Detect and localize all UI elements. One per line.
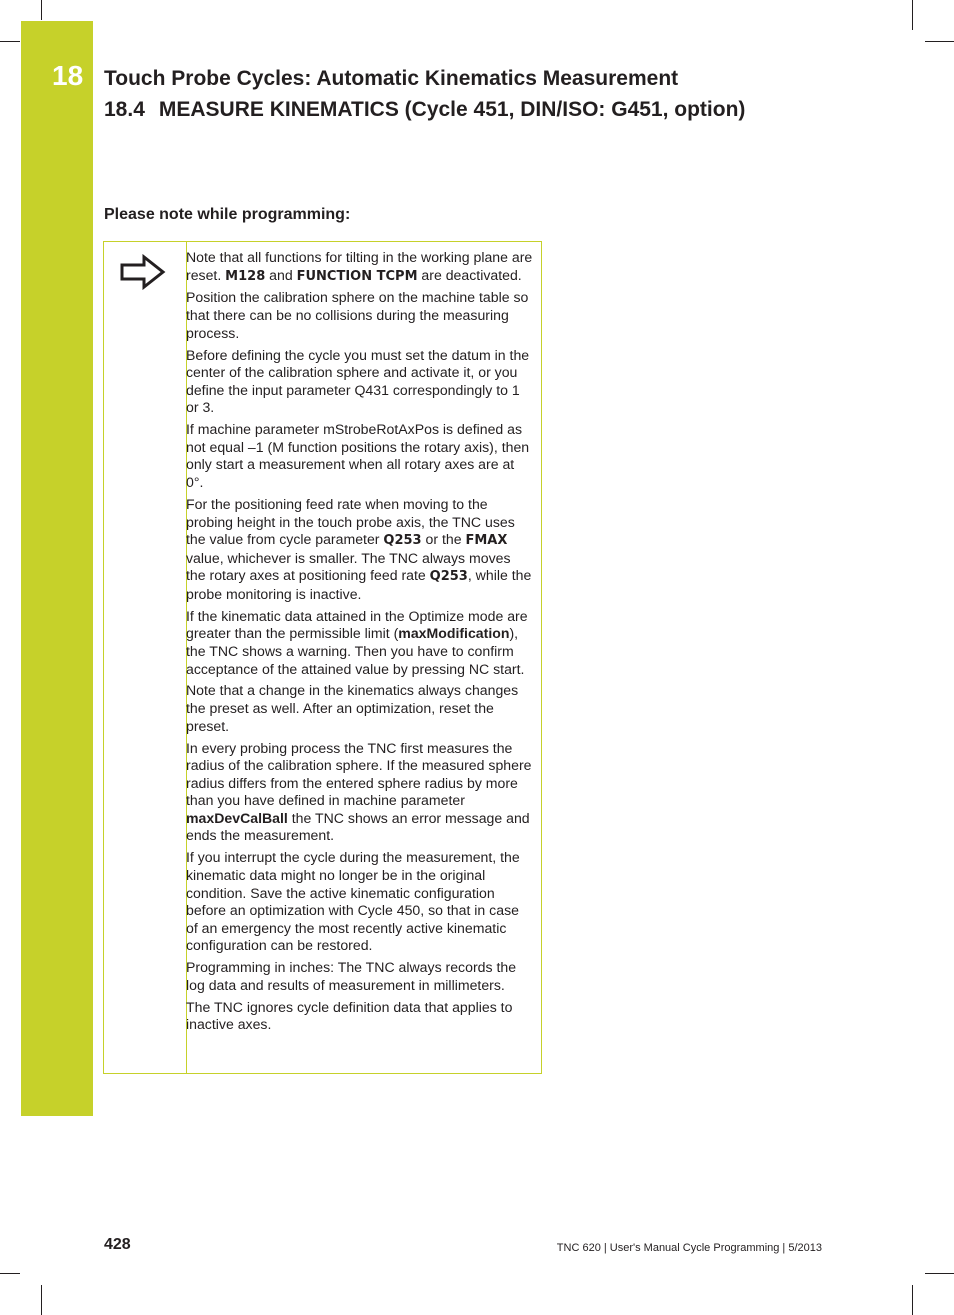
note-text: are deactivated. (417, 266, 522, 283)
note-text: Programming in inches: The TNC always records the log data and results of measurement in millimeters. (186, 959, 517, 993)
note-emphasis: maxModification (398, 625, 510, 642)
crop-mark (0, 41, 20, 42)
note-emphasis: Q253 (429, 569, 468, 585)
note-paragraph (186, 289, 534, 342)
arrow-right-icon (120, 254, 166, 290)
crop-mark (41, 1285, 42, 1315)
note-text: the TNC shows an error message and ends the measurement. (186, 809, 530, 844)
note-text: or the (421, 531, 466, 548)
crop-mark (41, 0, 42, 20)
section-title-text: MEASURE KINEMATICS (Cycle 451, DIN/ISO: G451, option) (158, 98, 746, 121)
note-text: value, whichever is smaller. The TNC always moves the rotary axes at positioning feed rate (186, 549, 511, 584)
note-emphasis: FUNCTION TCPM (296, 268, 418, 284)
note-text: For the positioning feed rate when moving to the probing height in the touch probe axis, the TNC uses the value from cycle parameter (186, 495, 515, 548)
section-number: 18.4 (104, 98, 145, 121)
note-emphasis: M128 (225, 268, 266, 284)
note-text: The TNC ignores cycle definition data that applies to inactive axes. (186, 998, 513, 1033)
note-text: ), the TNC shows a warning. Then you have to confirm acceptance of the attained value by pressing NC start. (186, 625, 525, 677)
note-paragraph (186, 249, 534, 285)
note-emphasis: FMAX (465, 533, 508, 549)
note-paragraph (186, 421, 534, 491)
page-number: 428 (104, 1236, 131, 1253)
note-text: Position the calibration sphere on the machine table so that there can be no collisions during the measuring process. (186, 289, 529, 341)
note-text: In every probing process the TNC first measures the radius of the calibration sphere. If the measured sphere radius differs from the entered sphere radius by more than you have defined in machine parameter (186, 739, 532, 809)
chapter-number: 18 (52, 60, 84, 91)
note-text: , while the probe monitoring is inactive. (186, 567, 532, 602)
note-paragraph (186, 496, 534, 604)
notes-list (186, 249, 534, 1038)
crop-mark (925, 1273, 954, 1274)
footer-text: TNC 620 | User's Manual Cycle Programming | 5/2013 (556, 1242, 822, 1254)
note-paragraph (186, 682, 534, 735)
crop-mark (912, 1285, 913, 1315)
note-text: If the kinematic data attained in the Optimize mode are greater than the permissible limit ( (186, 607, 528, 642)
note-text: Before defining the cycle you must set the datum in the center of the calibration sphere and activate it, or you define the input parameter Q431 correspondingly to 1 or 3. (186, 346, 530, 416)
note-paragraph (186, 849, 534, 955)
chapter-tab-bar (21, 21, 93, 1116)
crop-mark (0, 1273, 20, 1274)
note-text: Note that all functions for tilting in the working plane are reset. (186, 249, 533, 283)
section-title (104, 98, 745, 122)
crop-mark (925, 41, 954, 42)
note-paragraph (186, 740, 534, 846)
note-text: and (265, 266, 297, 283)
note-text: Note that a change in the kinematics always changes the preset as well. After an optimization, reset the preset. (186, 682, 519, 734)
note-text: If machine parameter mStrobeRotAxPos is defined as not equal –1 (M function positions the rotary axis), then only start a measurement when all rotary axes are at 0°. (186, 421, 530, 491)
note-paragraph (186, 347, 534, 417)
note-paragraph (186, 608, 534, 678)
note-emphasis: Q253 (383, 533, 422, 549)
note-paragraph (186, 999, 534, 1034)
note-text: If you interrupt the cycle during the measurement, the kinematic data might no longer be in the original condition. Save the active kinematic configuration before an optimization with Cycle 450, so that in case of an emergency the most recently active kinematic configuration can be restored. (186, 849, 520, 954)
chapter-title: Touch Probe Cycles: Automatic Kinematics Measurement (104, 67, 679, 90)
note-paragraph (186, 959, 534, 994)
crop-mark (912, 0, 913, 30)
notes-heading: Please note while programming: (104, 206, 351, 223)
note-emphasis: maxDevCalBall (186, 809, 288, 826)
